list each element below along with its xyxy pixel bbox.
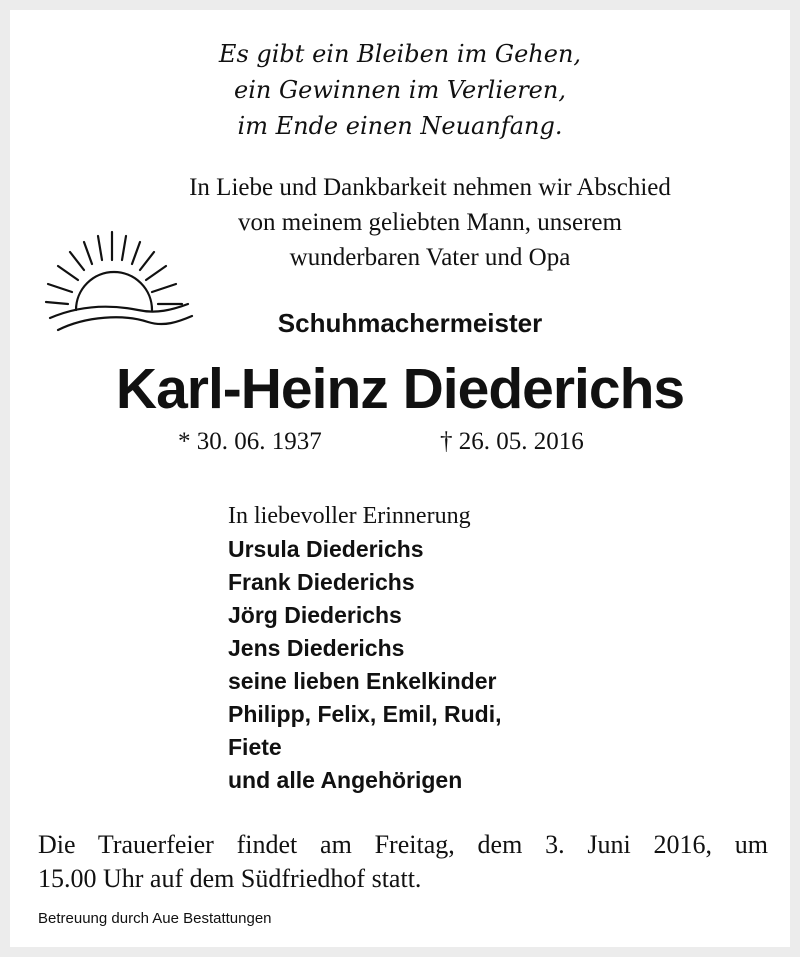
motto-line: im Ende einen Neuanfang. bbox=[237, 112, 563, 140]
profession-title bbox=[10, 308, 790, 339]
motto-line: Es gibt ein Bleiben im Gehen, bbox=[218, 40, 582, 68]
birth-date: * 30. 06. 1937 bbox=[178, 428, 322, 455]
profession-label: Schuhmachermeister bbox=[277, 308, 543, 338]
family-list bbox=[228, 500, 501, 797]
funeral-line: Die Trauerfeier findet am Freitag, dem 3. Juni 2016, um bbox=[38, 830, 768, 859]
family-member: Fiete bbox=[228, 734, 282, 760]
motto-line: ein Gewinnen im Verlieren, bbox=[234, 76, 566, 104]
farewell-line: wunderbaren Vater und Opa bbox=[289, 244, 571, 271]
death-date: † 26. 05. 2016 bbox=[440, 428, 584, 455]
family-member: Jens Diederichs bbox=[228, 635, 405, 661]
family-member: seine lieben Enkelkinder bbox=[228, 668, 497, 694]
funeral-info bbox=[38, 828, 768, 896]
obituary-notice bbox=[10, 10, 790, 947]
family-member: und alle Angehörigen bbox=[228, 767, 463, 793]
farewell-line: In Liebe und Dankbarkeit nehmen wir Abschied bbox=[189, 174, 671, 201]
family-member: Philipp, Felix, Emil, Rudi, bbox=[228, 701, 502, 727]
family-member: Jörg Diederichs bbox=[228, 602, 402, 628]
funeral-home-credit: Betreuung durch Aue Bestattungen bbox=[38, 910, 272, 927]
farewell-line: von meinem geliebten Mann, unserem bbox=[238, 209, 622, 236]
deceased-name: Karl-Heinz Diederichs bbox=[115, 357, 685, 421]
family-member: Frank Diederichs bbox=[228, 569, 415, 595]
motto-verse bbox=[10, 36, 790, 144]
family-lead: In liebevoller Erinnerung bbox=[228, 503, 471, 529]
funeral-line: 15.00 Uhr auf dem Südfriedhof statt. bbox=[38, 864, 422, 893]
family-member: Ursula Diederichs bbox=[228, 536, 424, 562]
